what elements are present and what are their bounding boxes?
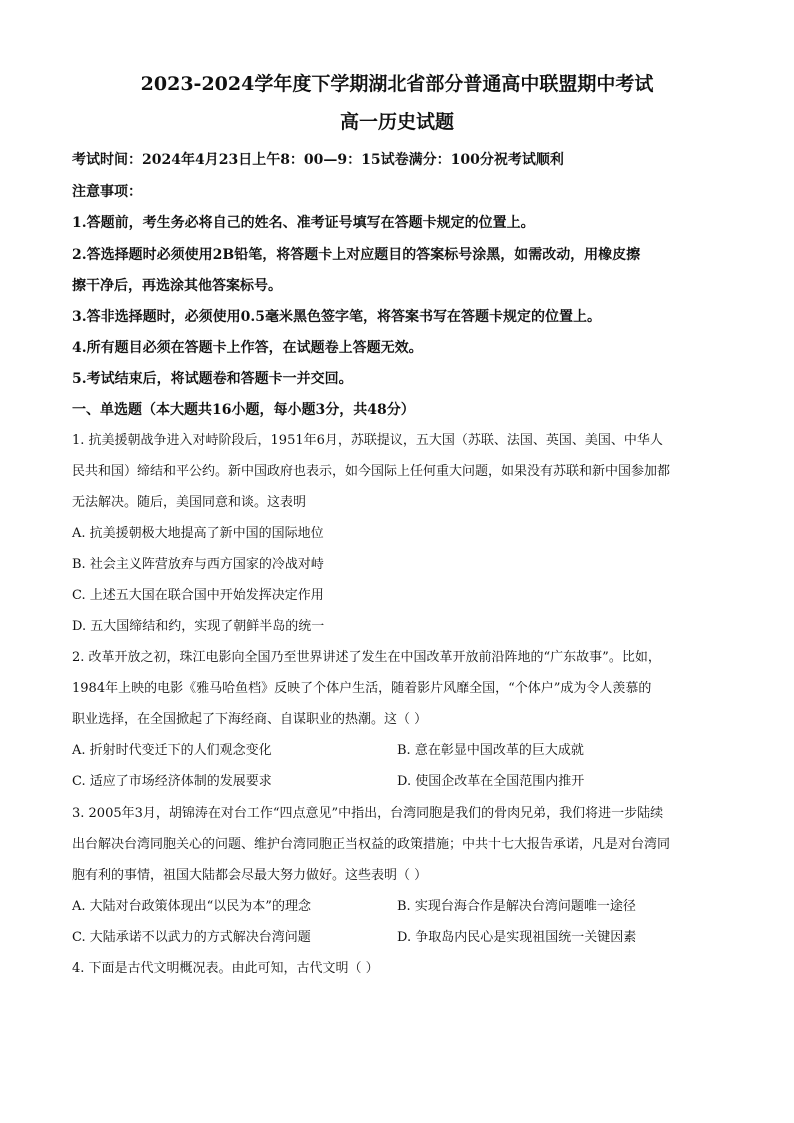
note-item: 擦干净后，再选涂其他答案标号。: [72, 278, 282, 294]
question-3-option-b: B. 实现台海合作是解决台湾问题唯一途径: [397, 899, 636, 914]
exam-title: 2023-2024学年度下学期湖北省部分普通高中联盟期中考试: [140, 73, 654, 95]
question-3-text: 出台解决台湾同胞关心的问题、维护台湾同胞正当权益的政策措施；中共十七大报告承诺，凡是对台湾同: [72, 837, 671, 852]
note-item: 3.答非选择题时，必须使用0.5毫米黑色签字笔，将答案书写在答题卡规定的位置上。: [72, 309, 601, 325]
question-3-option-d: D. 争取岛内民心是实现祖国统一关键因素: [397, 930, 637, 945]
note-item: 2.答选择题时必须使用2B铅笔，将答题卡上对应题目的答案标号涂黑，如需改动，用橡皮擦: [72, 247, 641, 263]
note-item: 1.答题前，考生务必将自己的姓名、准考证号填写在答题卡规定的位置上。: [72, 215, 535, 231]
section-heading: 一、单选题（本大题共16小题，每小题3分，共48分）: [72, 402, 415, 418]
question-4-text: 4. 下面是古代文明概况表。由此可知，古代文明（ ）: [72, 961, 379, 976]
question-2-text: 2. 改革开放之初，珠江电影向全国乃至世界讲述了发生在中国改革开放前沿阵地的“广东故事”。比如，: [72, 650, 661, 665]
question-1-text: 民共和国）缔结和平公约。新中国政府也表示，如今国际上任何重大问题，如果没有苏联和新中国参加都: [72, 464, 671, 479]
exam-subtitle: 高一历史试题: [339, 111, 454, 133]
question-3-text: 3. 2005年3月，胡锦涛在对台工作“四点意见”中指出，台湾同胞是我们的骨肉兄弟，我们将进一步陆续: [72, 806, 664, 821]
question-1-option-b: B. 社会主义阵营放弃与西方国家的冷战对峙: [72, 557, 324, 572]
question-2-text: 1984年上映的电影《雅马哈鱼档》反映了个体户生活，随着影片风靡全国，“个体户”成为令人羡慕的: [72, 681, 652, 696]
exam-info: 考试时间：2024年4月23日上午8：00—9：15试卷满分：100分祝考试顺利: [72, 152, 564, 168]
question-1-text: 无法解决。随后，美国同意和谈。这表明: [72, 495, 307, 510]
question-2-option-a: A. 折射时代变迁下的人们观念变化: [72, 743, 272, 758]
question-3-text: 胞有利的事情，祖国大陆都会尽最大努力做好。这些表明（ ）: [72, 868, 428, 883]
question-3-option-a: A. 大陆对台政策体现出“以民为本”的理念: [72, 899, 311, 914]
question-2-option-b: B. 意在彰显中国改革的巨大成就: [397, 743, 584, 758]
question-3-option-c: C. 大陆承诺不以武力的方式解决台湾问题: [72, 930, 311, 945]
question-1-option-a: A. 抗美援朝极大地提高了新中国的国际地位: [72, 526, 324, 541]
question-2-option-d: D. 使国企改革在全国范围内推开: [397, 774, 585, 789]
question-2-option-c: C. 适应了市场经济体制的发展要求: [72, 774, 272, 789]
note-item: 5.考试结束后，将试题卷和答题卡一并交回。: [72, 371, 353, 387]
note-item: 4.所有题目必须在答题卡上作答，在试题卷上答题无效。: [72, 340, 423, 356]
question-1-option-c: C. 上述五大国在联合国中开始发挥决定作用: [72, 588, 324, 603]
question-1-option-d: D. 五大国缔结和约，实现了朝鲜半岛的统一: [72, 619, 325, 634]
notes-heading: 注意事项：: [72, 184, 142, 200]
question-2-text: 职业选择，在全国掀起了下海经商、自谋职业的热潮。这（ ）: [72, 712, 428, 727]
question-1-text: 1. 抗美援朝战争进入对峙阶段后，1951年6月，苏联提议，五大国（苏联、法国、英国、美国、中华人: [72, 433, 663, 448]
